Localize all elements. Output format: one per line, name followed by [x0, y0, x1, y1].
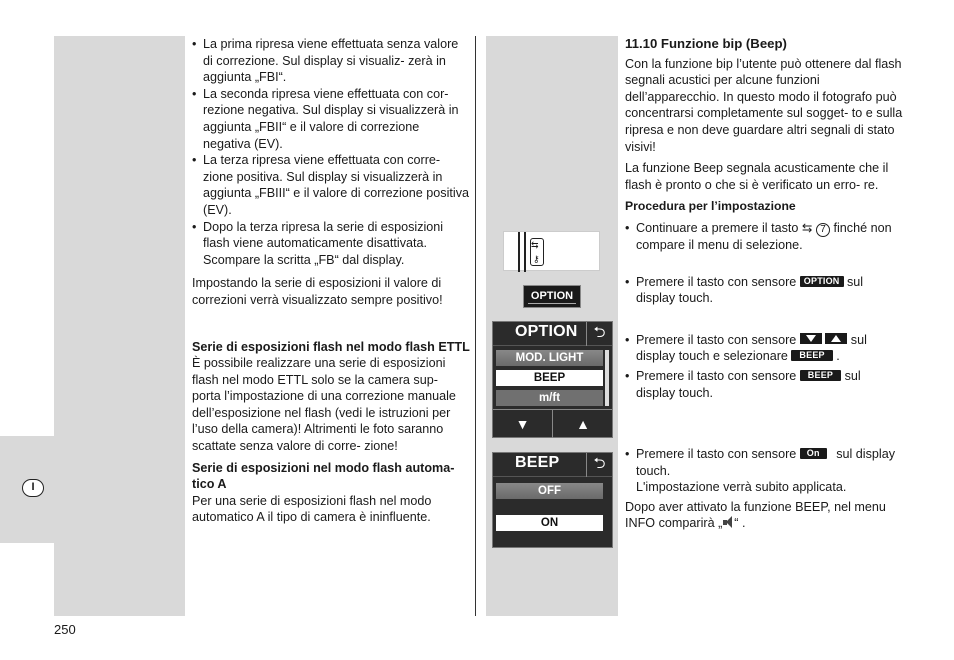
option-button[interactable]: OPTION [523, 285, 581, 308]
scrollbar[interactable] [605, 350, 609, 406]
step-4: • Premere il tasto con sensore BEEP sul display touch. [625, 368, 903, 401]
screen-title-bar [493, 322, 612, 346]
paragraph: È possibile realizzare una serie di esposizioni flash nel modo ETTL solo se la camera sup- porta l’impostazione di una correzione manuale dell’esposizione nel flash (vedi le istruzioni per l’uso della camera)! Altrimenti le foto saranno scattate senza valore di corre- zione! [192, 356, 456, 454]
screen-title: BEEP [515, 454, 560, 471]
scroll-up-button[interactable]: ▲ [576, 416, 590, 432]
procedure-heading: Procedura per l’impostazione [625, 199, 796, 214]
menu-item-on[interactable]: ON [496, 515, 603, 531]
toggle-arrows-icon: ⇆ [801, 220, 813, 235]
left-margin-column [54, 36, 185, 616]
step-3: • Premere il tasto con sensore sul display touch e selezionare BEEP . [625, 332, 903, 365]
step-2: • Premere il tasto con sensore OPTION sul display touch. [625, 274, 903, 307]
down-triangle-icon [800, 333, 822, 344]
section-title: 11.10 Funzione bip (Beep) [625, 36, 787, 51]
menu-item-off[interactable]: OFF [496, 483, 603, 499]
left-text-column [192, 36, 470, 526]
bullet-item: • La seconda ripresa viene effettuata con cor- rezione negativa. Sul display si visualizzerà in aggiunta „FBII“ e il valore di correzione negativa (EV). [192, 86, 470, 152]
beep-sensor-button: BEEP [800, 370, 841, 381]
paragraph: Impostando la serie di esposizioni il valore di correzioni verrà visualizzato sempre positivo! [192, 276, 443, 307]
back-icon[interactable]: ⮌ [586, 453, 612, 477]
bullet-item: • La terza ripresa viene effettuata con corre- zione positiva. Sul display si visualizzerà in aggiunta „FBIII“ e il valore di correzione positiva (EV). [192, 152, 470, 218]
paragraph-final: Dopo aver attivato la funzione BEEP, nel menu INFO comparirà „ “ . [625, 499, 886, 531]
bullet-item: • Dopo la terza ripresa la serie di esposizioni flash viene automaticamente disattivata. Scompare la scritta „FB“ dal display. [192, 219, 470, 269]
menu-item-mod-light[interactable]: MOD. LIGHT [496, 350, 603, 366]
menu-item-m-ft[interactable]: m/ft [496, 390, 603, 406]
number-7-icon: 7 [816, 223, 830, 237]
heading-auto: Serie di esposizioni nel modo flash automa- tico A [192, 460, 455, 492]
paragraph: Per una serie di esposizioni flash nel modo automatico A il tipo di camera è ininfluente. [192, 493, 432, 525]
speaker-icon [722, 516, 734, 528]
bullet-item: • La prima ripresa viene effettuata senza valore di correzione. Sul display si visualiz- zerà in aggiunta „FBI“. [192, 36, 470, 86]
heading-ettl: Serie di esposizioni flash nel modo flash ETTL [192, 339, 470, 354]
menu-item-beep[interactable]: BEEP [496, 370, 603, 386]
paragraph: La funzione Beep segnala acusticamente che il flash è pronto o che si è verificato un erro- re. [625, 161, 889, 192]
column-divider [475, 36, 476, 616]
option-sensor-button: OPTION [800, 276, 844, 287]
step-1: • Continuare a premere il tasto ⇆ 7 finché non compare il menu di selezione. [625, 220, 903, 254]
arrows-icon: ⇆ [531, 240, 539, 250]
scroll-down-button[interactable]: ▼ [493, 410, 553, 438]
flash-device-illustration [503, 231, 600, 271]
screen-title: OPTION [515, 323, 578, 340]
up-triangle-icon [825, 333, 847, 344]
key-icon: ⚷ [533, 254, 540, 264]
back-icon[interactable]: ⮌ [586, 322, 612, 346]
paragraph: Con la funzione bip l’utente può ottenere dal flash segnali acustici per alcune funzioni dell’apparecchio. In questo modo il fotografo può concentrarsi completamente sul sogget- to e sulla ripresa e non deve guardare altri segnali di stato visivi! [625, 56, 903, 154]
beep-menu-screen [492, 452, 613, 548]
on-sensor-button: On [800, 448, 827, 459]
step-5: • Premere il tasto con sensore On sul display touch. L'impostazione verrà subito applicata. [625, 446, 903, 496]
beep-sensor-button: BEEP [791, 350, 832, 361]
nav-row [493, 409, 612, 437]
right-text-column [625, 36, 903, 532]
option-menu-screen [492, 321, 613, 438]
language-badge: I [22, 479, 44, 497]
page-number: 250 [54, 622, 76, 637]
screen-title-bar [493, 453, 612, 477]
